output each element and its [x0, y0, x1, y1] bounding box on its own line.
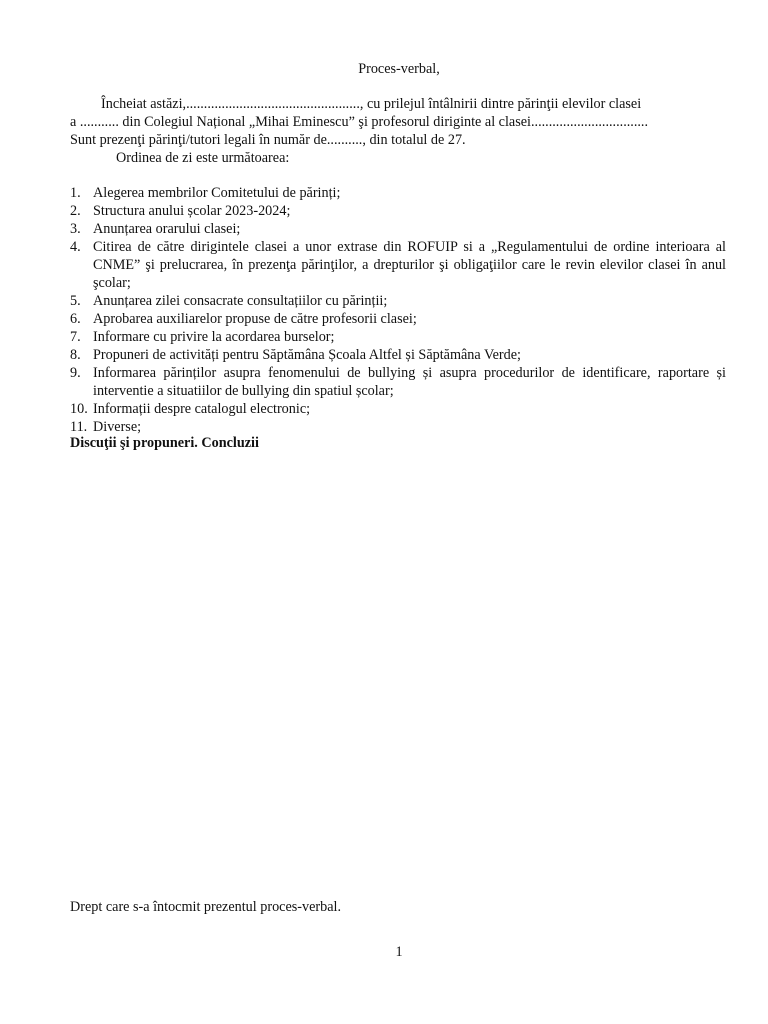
agenda-item-number: 1.: [70, 185, 81, 201]
page-number: 1: [395, 944, 403, 960]
agenda-item: [70, 292, 726, 310]
agenda-item: [70, 346, 726, 364]
agenda-item-text: Alegerea membrilor Comitetului de părinți;: [93, 185, 341, 201]
agenda-item-text: Anunțarea orarului clasei;: [93, 221, 241, 237]
agenda-item: [70, 364, 726, 400]
agenda-item: [70, 220, 726, 238]
agenda-item-number: 7.: [70, 329, 81, 345]
intro-line-2: a ........... din Colegiul Național „Mihai Eminescu” şi profesorul diriginte al clasei.................................: [70, 114, 649, 130]
agenda-item-number: 3.: [70, 221, 81, 237]
agenda-item-text: Propuneri de activități pentru Săptămâna Școala Altfel și Săptămâna Verde;: [93, 347, 521, 363]
agenda-item-text: Informarea părinților asupra fenomenului de bullying și asupra procedurilor de identificare, raportare și interventie a situatiilor de bullying din spatiul școlar;: [93, 365, 726, 399]
agenda-item-text: Informare cu privire la acordarea burselor;: [93, 329, 335, 345]
agenda-item-text: Diverse;: [93, 419, 142, 435]
agenda-item-text: Structura anului școlar 2023-2024;: [93, 203, 291, 219]
intro-line-3: Sunt prezenţi părinţi/tutori legali în număr de.........., din totalul de 27.: [70, 132, 466, 148]
agenda-item-number: 11.: [70, 419, 88, 435]
agenda-item-text: Aprobarea auxiliarelor propuse de către profesorii clasei;: [93, 311, 417, 327]
agenda-item: [70, 328, 726, 346]
agenda-item-number: 10.: [70, 401, 88, 417]
agenda-item: [70, 184, 726, 202]
agenda-item-text: Anunțarea zilei consacrate consultațiilor cu părinții;: [93, 293, 388, 309]
agenda-list: [70, 184, 726, 436]
agenda-item-text: Informații despre catalogul electronic;: [93, 401, 311, 417]
agenda-item: [70, 238, 726, 292]
closing-statement: Drept care s-a întocmit prezentul proces-verbal.: [70, 899, 342, 915]
intro-line-1: Încheiat astăzi,................................................., cu prilejul întâlnirii dintre părinţii elevilor clasei: [101, 96, 642, 112]
agenda-item-text: Citirea de către dirigintele clasei a unor extrase din ROFUIP si a „Regulamentului de ordine interioara al CNME” şi prelucrarea, în prezenţa părinţilor, a drepturilor şi obligaţiilor care le revin elevilor clasei în anul şcolar;: [93, 239, 726, 291]
agenda-item-number: 2.: [70, 203, 81, 219]
agenda-item-number: 5.: [70, 293, 81, 309]
agenda-item-number: 4.: [70, 239, 81, 255]
agenda-item: [70, 400, 726, 418]
agenda-item: [70, 310, 726, 328]
discussion-heading: Discuţii şi propuneri. Concluzii: [70, 435, 259, 451]
agenda-item-number: 9.: [70, 365, 81, 381]
agenda-item: [70, 202, 726, 220]
agenda-item-number: 6.: [70, 311, 81, 327]
agenda-intro: Ordinea de zi este următoarea:: [116, 150, 290, 166]
document-title: Proces-verbal,: [358, 61, 440, 77]
agenda-item-number: 8.: [70, 347, 81, 363]
